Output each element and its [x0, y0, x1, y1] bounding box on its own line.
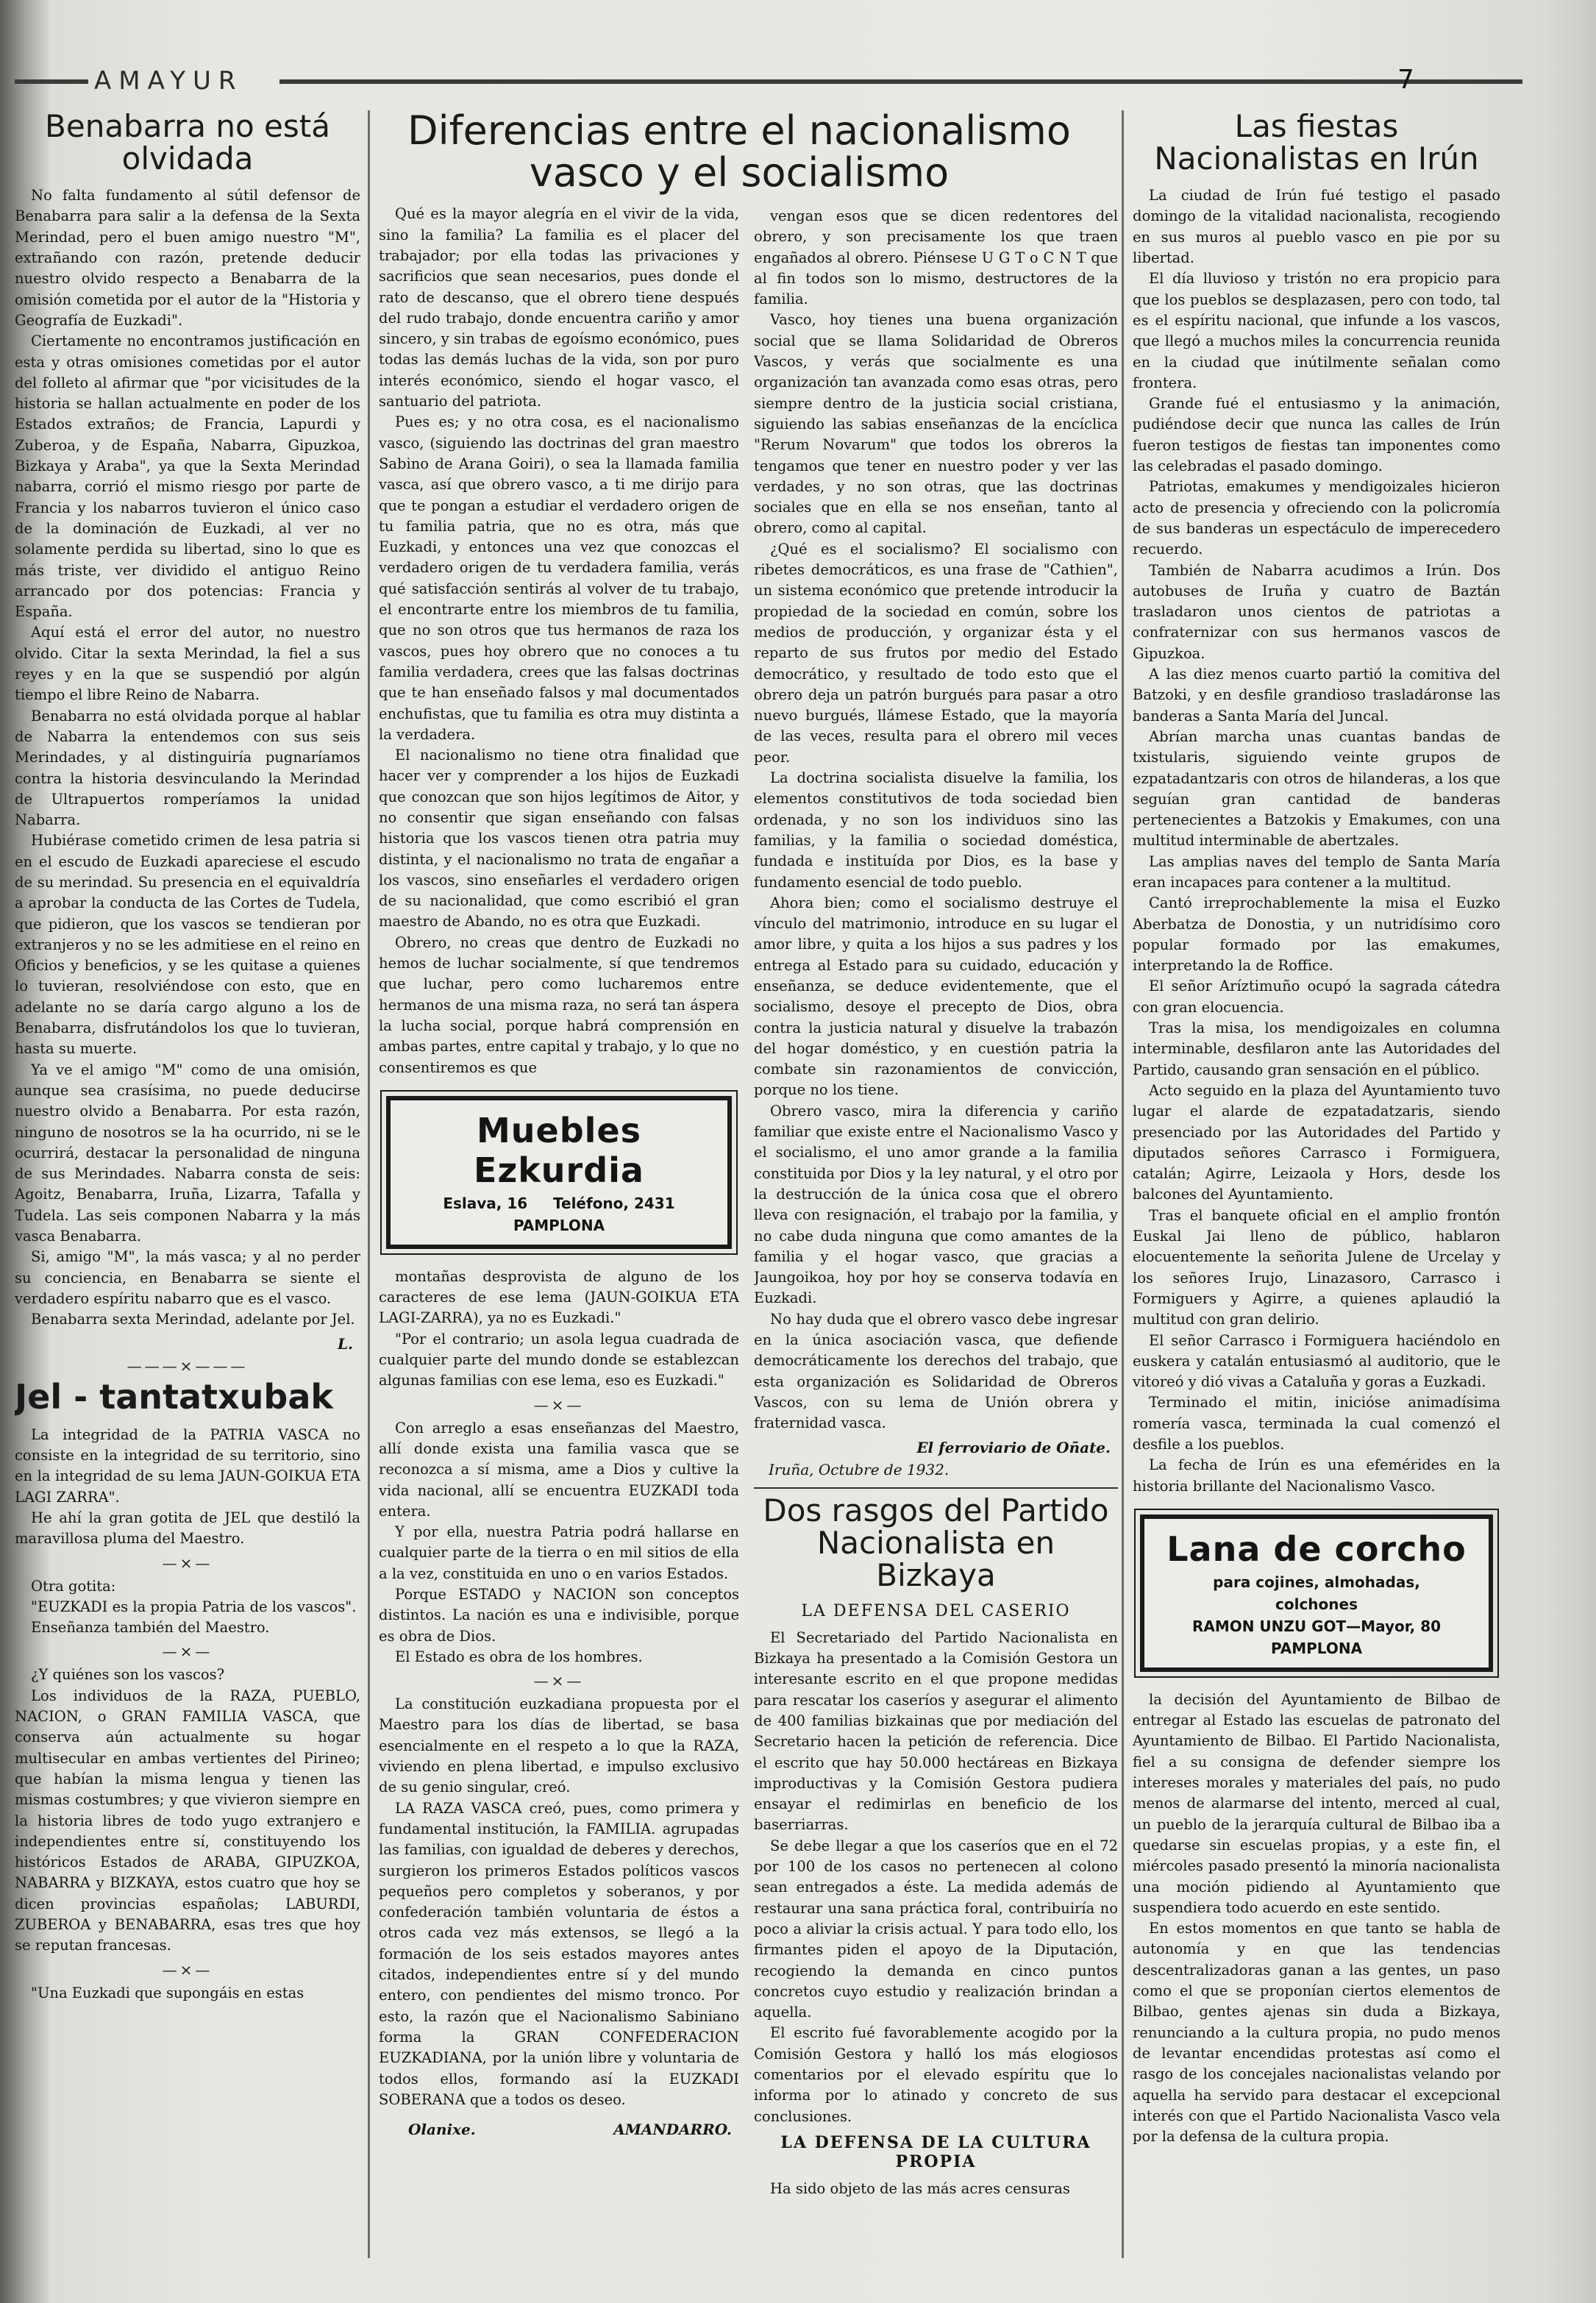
article-subhead: LA DEFENSA DE LA CULTURA PROPIA	[780, 2132, 1091, 2171]
column-3	[754, 206, 1118, 2273]
article-body	[754, 2179, 1118, 2199]
masthead	[0, 57, 1596, 102]
column-1	[15, 110, 360, 2273]
masthead-rule	[279, 79, 1442, 84]
paragraph: Ahora bien; como el socialismo destruye el vínculo del matrimonio, introduce en su lugar el amor libre, y quita a los hijos a sus padres y los entrega al Estado para su cuidado, educación y enseñanza, se deduce evidentemente, que el socialismo, desoye el precepto de Dios, obra contra la justicia natural y disuelve la trabazón del hogar doméstico, y en cuestión patria la combate sin razonamientos de convicción, porque no los tiene.	[754, 894, 1118, 1099]
paragraph: Porque ESTADO y NACION son conceptos distintos. La nación es una e indivisible, porque es obra de Dios.	[379, 1586, 739, 1645]
paragraph: Se debe llegar a que los caseríos que en el 72 por 100 de los casos no pertenecen al colono sean entregados a éste. La medida además de restaurar una sana práctica foral, contribuiría no poco a aliviar la crisis actual. Y para todo ello, los firmantes piden el apoyo de la Diputación, recogiendo la demanda en cinco puntos concretos cuyo estudio y realización brindan a aquella.	[754, 1837, 1118, 2021]
paragraph: La fecha de Irún es una efemérides en la historia brillante del Nacionalismo Vasco.	[1133, 1456, 1500, 1495]
separator: —×—	[162, 1642, 213, 1661]
ad-contact	[398, 1195, 720, 1212]
newspaper-name: AMAYUR	[94, 66, 243, 96]
ad-address: Eslava, 16	[443, 1194, 528, 1212]
ad-line: RAMON UNZU GOT—Mayor, 80	[1191, 1617, 1442, 1635]
divider	[754, 1487, 1118, 1489]
paragraph: LA RAZA VASCA creó, pues, como primera y fundamental institución, la FAMILIA. agrupadas las familias, con igualdad de deberes y derechos, surgieron los primeros Estados políticos vascos pequeños pero completos y soberanos, y por confederación también voluntaria de éstos a otros cada vez más extensos, se llegó a la formación de los seis estados mayores antes citados, independientes entre sí y del mundo entero, con pendientes del mismo tronco. Por esto, la razón que el Nacionalismo Sabiniano forma la GRAN CONFEDERACION EUZKADIANA, por la unión libre y voluntaria de todos ellos, formando así la EUZKADI SOBERANA que a todos os deseo.	[379, 1799, 739, 2108]
paragraph: La constitución euzkadiana propuesta por el Maestro para los días de libertad, se basa esencialmente en el respeto a lo que la RAZA, viviendo en plena libertad, e impulso exclusivo de su genio singular, creó.	[379, 1695, 739, 1796]
paragraph: Tras el banquete oficial en el amplio frontón Euskal Jai lleno de público, hablaron elocuentemente la señorita Julene de Urcelay y los señores Irujo, Linazasoro, Carrasco i Formiguers y Agirre, a quienes aplaudió la multitud con gran delirio.	[1133, 1206, 1500, 1328]
advertisement	[386, 1096, 732, 1249]
paragraph: Hubiérase cometido crimen de lesa patria si en el escudo de Euzkadi apareciese el escudo de su merindad. Su presencia en el equivaldría a aprobar la conducta de las Cortes de Tudela, que pidieron, que los vascos se tendieran por extranjeros y no se les admitiese en el reino en Oficios y beneficios, y se les quitase a quienes lo tuvieran, resolviéndose con esto, que en adelante no se daría cargo alguno a los de Benabarra, disfrutándolos los que lo tuvieran, hasta su muerte.	[15, 832, 360, 1058]
column-divider	[368, 110, 370, 2258]
paragraph: También de Nabarra acudimos a Irún. Dos autobuses de Iruña y cuatro de Baztán trasladaron unos cientos de patriotas a confraternizar con sus hermanos vascos de Gipuzkoa.	[1133, 561, 1500, 662]
article-body	[379, 204, 739, 1078]
article-body	[754, 206, 1118, 1434]
paragraph: Pues es; y no otra cosa, es el nacionalismo vasco, (siguiendo las doctrinas del gran maestro Sabino de Arana Goiri), o sea la llamada familia vasca, así que obrero vasco, a ti me dirijo para que te pongan a estudiar el verdadero origen de tu familia patria, que no es otra, más que Euzkadi, y entonces una vez que conozcas el verdadero origen de tu verdadera familia, verás qué satisfacción sentirás al volver de tu trabajo, el encontrarte entre los miembros de tu familia, que no son otros que tus hermanos de raza los vascos, pues hoy obrero que no conoces a tu familia verdadera, crees que las falsas doctrinas que te han enseñado falsos y mal documentados enchufistas, que tu familia es otra muy distinta a la verdadera.	[379, 413, 739, 743]
paragraph: Ha sido objeto de las más acres censuras	[770, 2179, 1070, 2197]
paragraph: montañas desprovista de alguno de los caracteres de ese lema (JAUN-GOIKUA ETA LAGI-ZARRA), ya no es Euzkadi."	[379, 1267, 739, 1327]
article-headline: Jel - tantatxubak	[15, 1376, 333, 1417]
ad-city: PAMPLONA	[1270, 1639, 1363, 1657]
paragraph: El señor Carrasco i Formiguera haciéndolo en euskera y catalán entusiasmó al auditorio, que le vitoreó y dió vivas a Cataluña y goras a Euzkadi.	[1133, 1331, 1500, 1391]
ad-line: para cojines, almohadas,	[1213, 1573, 1420, 1591]
ad-city: PAMPLONA	[513, 1216, 605, 1234]
paragraph: Otra gotita:	[31, 1577, 116, 1595]
paragraph: vengan esos que se dicen redentores del obrero, y son precisamente los que traen engañados al obrero. Piénsese U G T o C N T que al fin todos son lo mismo, destructores de la familia.	[754, 207, 1118, 308]
article-body	[15, 1425, 360, 2004]
paragraph: El nacionalismo no tiene otra finalidad que hacer ver y comprender a los hijos de Euzkadi que conozcan que son hijos legítimos de Aitor, y no consentir que sigan enseñando con falsas historia que los vascos tienen otra patria muy distinta, y el nacionalismo no trata de engañar a los vascos, sino enseñarles el verdadero origen de su nacionalidad, que como escribió el gran maestro de Abando, no es otra que Euzkadi.	[379, 747, 739, 930]
paragraph: Aquí está el error del autor, no nuestro olvido. Citar la sexta Merindad, la fiel a sus reyes y en la que se suspendió por algún tiempo el libre Reino de Nabarra.	[15, 624, 360, 704]
ad-line: colchones	[1275, 1595, 1358, 1613]
article-body	[754, 1628, 1118, 2127]
article-headline: Benabarra no está olvidada	[45, 110, 330, 177]
paragraph: Enseñanza también del Maestro.	[31, 1619, 270, 1637]
paragraph: Con arreglo a esas enseñanzas del Maestro, allí donde exista una familia vasca que se reconozca a sí misma, ame a Dios y cultive la vida nacional, allí se encuentra EUZKADI toda entera.	[379, 1419, 739, 1520]
separator: —×—	[533, 1395, 585, 1414]
paragraph: Benabarra no está olvidada porque al hablar de Nabarra la entendemos con sus seis Merindades, y al distinguiría pugnaríamos contra la historia desvinculando la Merindad de Ultrapuertos romperíamos la unidad Nabarra.	[15, 707, 360, 829]
separator: ———×———	[127, 1356, 249, 1375]
paragraph: Los individuos de la RAZA, PUEBLO, NACION, o GRAN FAMILIA VASCA, que conserva aún actualmente su hogar multisecular en ambas vertientes del Pirineo; que habían la misma lengua y tienen las mismas costumbres; y que vivieron siempre en la historia libres de todo yugo extranjero e independientes entre sí, constituyendo los históricos Estados de ARABA, GIPUZKOA, NABARRA y BIZKAYA, estos cuatro que hoy se dicen provincias españolas; LABURDI, ZUBEROA y BENABARRA, esas tres que hoy se reputan francesas.	[15, 1687, 360, 1954]
paragraph: El Secretariado del Partido Nacionalista en Bizkaya ha presentado a la Comisión Gestora un interesante escrito en el que propone medidas para rescatar los caseríos y asegurar el alimento de 400 familias bizkainas que por mediación del Secretario hacen la petición de referencia. Dice el escrito que hay 50.000 hectáreas en Bizkaya improductivas y la Comisión Gestora pudiera ensayar el redimirlas en beneficio de los baserriarras.	[754, 1629, 1118, 1834]
paragraph: Patriotas, emakumes y mendigoizales hicieron acto de presencia y ofreciendo con la policromía de sus banderas un espectáculo de imperecedero recuerdo.	[1133, 478, 1500, 558]
article-body	[1133, 185, 1500, 1497]
advertisement	[1140, 1514, 1493, 1672]
paragraph: No falta fundamento al sútil defensor de Benabarra para salir a la defensa de la Sexta Merindad, pero el buen amigo nuestro "M", extrañando con razón, pretende deducir nuestro olvido respecto a Benabarra de la omisión cometida por el autor de la "Historia y Geografía de Euzkadi".	[15, 187, 360, 329]
column-4	[1133, 110, 1500, 2273]
paragraph: No hay duda que el obrero vasco debe ingresar en la única asociación vasca, que defiende democráticamente los derechos del trabajo, que esta organización es Solidaridad de Obreros Vascos, con su lema de Unión obrera y fraternidad vasca.	[754, 1310, 1118, 1432]
signature-left: Olanixe.	[408, 2121, 476, 2139]
separator: —×—	[162, 1960, 213, 1979]
paragraph: Obrero vasco, mira la diferencia y cariño familiar que existe entre el Nacionalismo Vasco y el socialismo, el uno amor grande a la familia constituida por Dios y la ley natural, y el otro por la destrucción de la única cosa que el obrero lleva con resignación, el trabajo por la familia, y no cabe duda ninguna que como amantes de la familia y el hogar vasco, que gracias a Jaungoikoa, hoy por hoy se conserva todavía en Euzkadi.	[754, 1102, 1118, 1307]
masthead-rule-right	[1434, 79, 1522, 84]
article-body	[379, 1267, 739, 2110]
signatures	[379, 2116, 739, 2138]
paragraph: Las amplias naves del templo de Santa María eran incapaces para contener a la multitud.	[1133, 852, 1500, 891]
paragraph: Acto seguido en la plaza del Ayuntamiento tuvo lugar el alarde de ezpatadatzaris, siendo presenciado por las Autoridades del Partido y diputados señores Carrasco i Formiguera, catalán; Agirre, Leizaola y Hors, desde los balcones del Ayuntamiento.	[1133, 1081, 1500, 1203]
paragraph: Grande fué el entusiasmo y la animación, pudiéndose decir que nunca las calles de Irún fueron testigos de fiestas tan imponentes como las celebradas el pasado domingo.	[1133, 395, 1500, 475]
paragraph: Benabarra sexta Merindad, adelante por Jel.	[31, 1311, 355, 1328]
paragraph: "Una Euzkadi que supongáis en estas	[31, 1984, 304, 2001]
paragraph: Ya ve el amigo "M" como de una omisión, aunque sea crasísima, no puede deducirse nuestro olvido a Benabarra. Por esta razón, ninguno de nosotros se la ha ocurrido, ni se le ocurrirá, destacar la personalidad de ninguna de sus Merindades. Nabarra consta de seis: Agoitz, Benabarra, Iruña, Lizarra, Tafalla y Tudela. Las seis componen Nabarra y la más vasca Benabarra.	[15, 1061, 360, 1245]
paragraph: El señor Aríztimuño ocupó la sagrada cátedra con gran elocuencia.	[1133, 978, 1500, 1016]
masthead-rule-left	[15, 79, 88, 84]
paragraph: la decisión del Ayuntamiento de Bilbao de entregar al Estado las escuelas de patronato del Ayuntamiento de Bilbao. El Partido Nacionalista, fiel a su consigna de defender siempre los intereses morales y materiales del país, no pudo menos de alarmarse del intento, merced al cual, un pueblo de la jerarquía cultural de Bilbao iba a quedarse sin escuelas propias, y a este fin, el miércoles pasado presentó la minoría nacionalista una moción pidiendo al Ayuntamiento que suspendiera todo acuerdo en este sentido.	[1133, 1690, 1500, 1916]
ad-title: Lana de corcho	[1166, 1528, 1467, 1569]
column-divider	[1122, 110, 1124, 2258]
paragraph: Abrían marcha unas cuantas bandas de txistularis, siguiendo veinte grupos de ezpatadantzaris con otros de hilanderas, a los que seguían gran cantidad de banderas pertenecientes a Batzokis y Emakumes, con una multitud interminable de abertzales.	[1133, 727, 1500, 850]
paragraph: A las diez menos cuarto partió la comitiva del Batzoki, y en desfile grandioso trasladáronse las banderas a Santa María del Juncal.	[1133, 666, 1500, 725]
article-dateline: Iruña, Octubre de 1932.	[769, 1460, 950, 1478]
page-number: 7	[1397, 65, 1414, 95]
paragraph: Si, amigo "M", la más vasca; y al no perder su conciencia, en Benabarra se siente el verdadero espíritu nabarro que es el vasco.	[15, 1248, 360, 1307]
article-body	[15, 185, 360, 1330]
ad-phone: Teléfono, 2431	[553, 1194, 675, 1212]
paragraph: Obrero, no creas que dentro de Euzkadi no hemos de luchar socialmente, sí que tendremos que luchar, pero como lucharemos entre hermanos de una misma raza, no será tan áspera la lucha social, porque habrá comprensión en ambas partes, entre capital y trabajo, y lo que no consentiremos es que	[379, 933, 739, 1076]
paragraph: "EUZKADI es la propia Patria de los vascos".	[31, 1598, 357, 1615]
paragraph: El Estado es obra de los hombres.	[395, 1648, 643, 1665]
paragraph: La doctrina socialista disuelve la familia, los elementos constitutivos de toda sociedad bien ordenada, y no son los individuos sino las familias, y la familia o sociedad doméstica, fundada e instituída por Dios, es la base y fundamento esencial de todo pueblo.	[754, 769, 1118, 891]
paragraph: El día lluvioso y tristón no era propicio para que los pueblos se desplazasen, pero con todo, tal es el espíritu nacional, que infunde a los vascos, que llegó a muchos miles la concurrencia reunida en la ciudad que inútilmente señalan como frontera.	[1133, 270, 1500, 391]
article-headline: Diferencias entre el nacionalismo vasco y el socialismo	[407, 107, 1071, 196]
article-signature: L.	[337, 1334, 353, 1353]
paragraph: "Por el contrario; un asola legua cuadrada de cualquier parte del mundo donde se establezcan algunas familias con ese lema, eso es Euzkadi."	[379, 1330, 739, 1389]
paragraph: La ciudad de Irún fué testigo el pasado domingo de la vitalidad nacionalista, recogiendo en sus muros al pueblo vasco en pie por su libertad.	[1133, 187, 1500, 267]
paragraph: La integridad de la PATRIA VASCA no consiste en la integridad de su territorio, sino en la integridad de su lema JAUN-GOIKUA ETA LAGI ZARRA".	[15, 1425, 360, 1506]
paragraph: Tras la misa, los mendigoizales en columna interminable, desfilaron ante las Autoridades del Partido, causando gran sensación en el público.	[1133, 1019, 1500, 1078]
paragraph: Qué es la mayor alegría en el vivir de la vida, sino la familia? La familia es el placer del trabajador; por ella todas las privaciones y sacrificios que sean necesarios, pues donde el rato de descanso, que el obrero tiene después del rudo trabajo, donde encuentra cariño y amor sincero, y sin trabas de egoísmo económico, pues todas las demás luchas de la vida, son por puro interés económico, siendo el hogar vasco, el santuario del patriota.	[379, 205, 739, 410]
paragraph: Ciertamente no encontramos justificación en esta y otras omisiones cometidas por el autor del folleto al afirmar que "por vicisitudes de la historia se hallan actualmente en poder de los Estados extraños; de Francia, Lapurdi y Zuberoa, y de España, Nabarra, Gipuzkoa, Bizkaya y Araba", ya que la Sexta Merindad nabarra, corrió el mismo riesgo por parte de Francia y los nabarros tuvieron el único caso de la dominación de Euzkadi, al ver no solamente perdida su libertad, sino lo que es más triste, ver dividido el antiguo Reino arrancado por dos potencias: Francia y España.	[15, 332, 360, 621]
paragraph: Terminado el mitin, inicióse animadísima romería vasca, terminada la cual comenzó el desfile a los pueblos.	[1133, 1394, 1500, 1453]
article-headline: Las fiestas Nacionalistas en Irún	[1154, 110, 1479, 177]
paragraph: He ahí la gran gotita de JEL que destiló la maravillosa pluma del Maestro.	[15, 1509, 360, 1548]
separator: —×—	[533, 1672, 585, 1690]
signature-right: AMANDARRO.	[613, 2121, 732, 2139]
paragraph: En estos momentos en que tanto se habla de autonomía y en que las tendencias descentralizadoras ganan a las gentes, un paso como el que se proponían ciertos elementos de Bilbao, gentes ajenas sin duda a Bizkaya, renunciando a la cultura propia, no pudo menos de levantar encendidas protestas así como el rasgo de los concejales nacionalistas velando por aquella ha servido para destacar el excepcional interés con que el Partido Nacionalista Vasco vela por la defensa de la cultura propia.	[1133, 1920, 1500, 2146]
paragraph: El escrito fué favorablemente acogido por la Comisión Gestora y halló los más elogiosos comentarios por el elevado espíritu que lo informa por lo atinado y concreto de sus conclusiones.	[754, 2024, 1118, 2125]
article-headline: Dos rasgos del Partido Nacionalista en Bizkaya	[763, 1492, 1109, 1593]
article-body	[1133, 1690, 1500, 2148]
paragraph: ¿Y quiénes son los vascos?	[31, 1666, 225, 1684]
separator: —×—	[162, 1553, 213, 1572]
article-subhead: LA DEFENSA DEL CASERIO	[801, 1601, 1071, 1620]
ad-title: Muebles Ezkurdia	[474, 1110, 644, 1190]
paragraph: Y por ella, nuestra Patria podrá hallarse en cualquier parte de la tierra o en mil sitios de ella a la vez, constituida en uno o en varios Estados.	[379, 1523, 739, 1582]
paragraph: ¿Qué es el socialismo? El socialismo con ribetes democráticos, es una frase de "Cathien", un sistema económico que pretende introducir la propiedad de la sociedad en común, sobre los medios de producción, y organizar ésta y el reparto de sus frutos por medio del Estado democrático, y resultado de todo esto que el obrero deja un patrón burgués para pasar a otro nuevo burgués, llámese Estado, que la mayoría de las veces, resulta para el obrero mil veces peor.	[754, 540, 1118, 766]
paragraph: Vasco, hoy tienes una buena organización social que se llama Solidaridad de Obreros Vascos, y verás que socialmente es una organización tan avanzada como esas otras, pero siempre dentro de la justicia social cristiana, siguiendo las sabias enseñanzas de la encíclica "Rerum Novarum" que todos los obreros la tengamos que tener en nuestro poder y ver las verdades, y no son otras, que las doctrinas sociales que en ella se nos enseñan, tanto al obrero, como al capital.	[754, 311, 1118, 537]
paragraph: Cantó irreprochablemente la misa el Euzko Aberbatza de Donostia, y un nutridísimo coro popular formado por las emakumes, interpretando la de Roffice.	[1133, 894, 1500, 975]
article-signature: El ferroviario de Oñate.	[916, 1438, 1111, 1456]
